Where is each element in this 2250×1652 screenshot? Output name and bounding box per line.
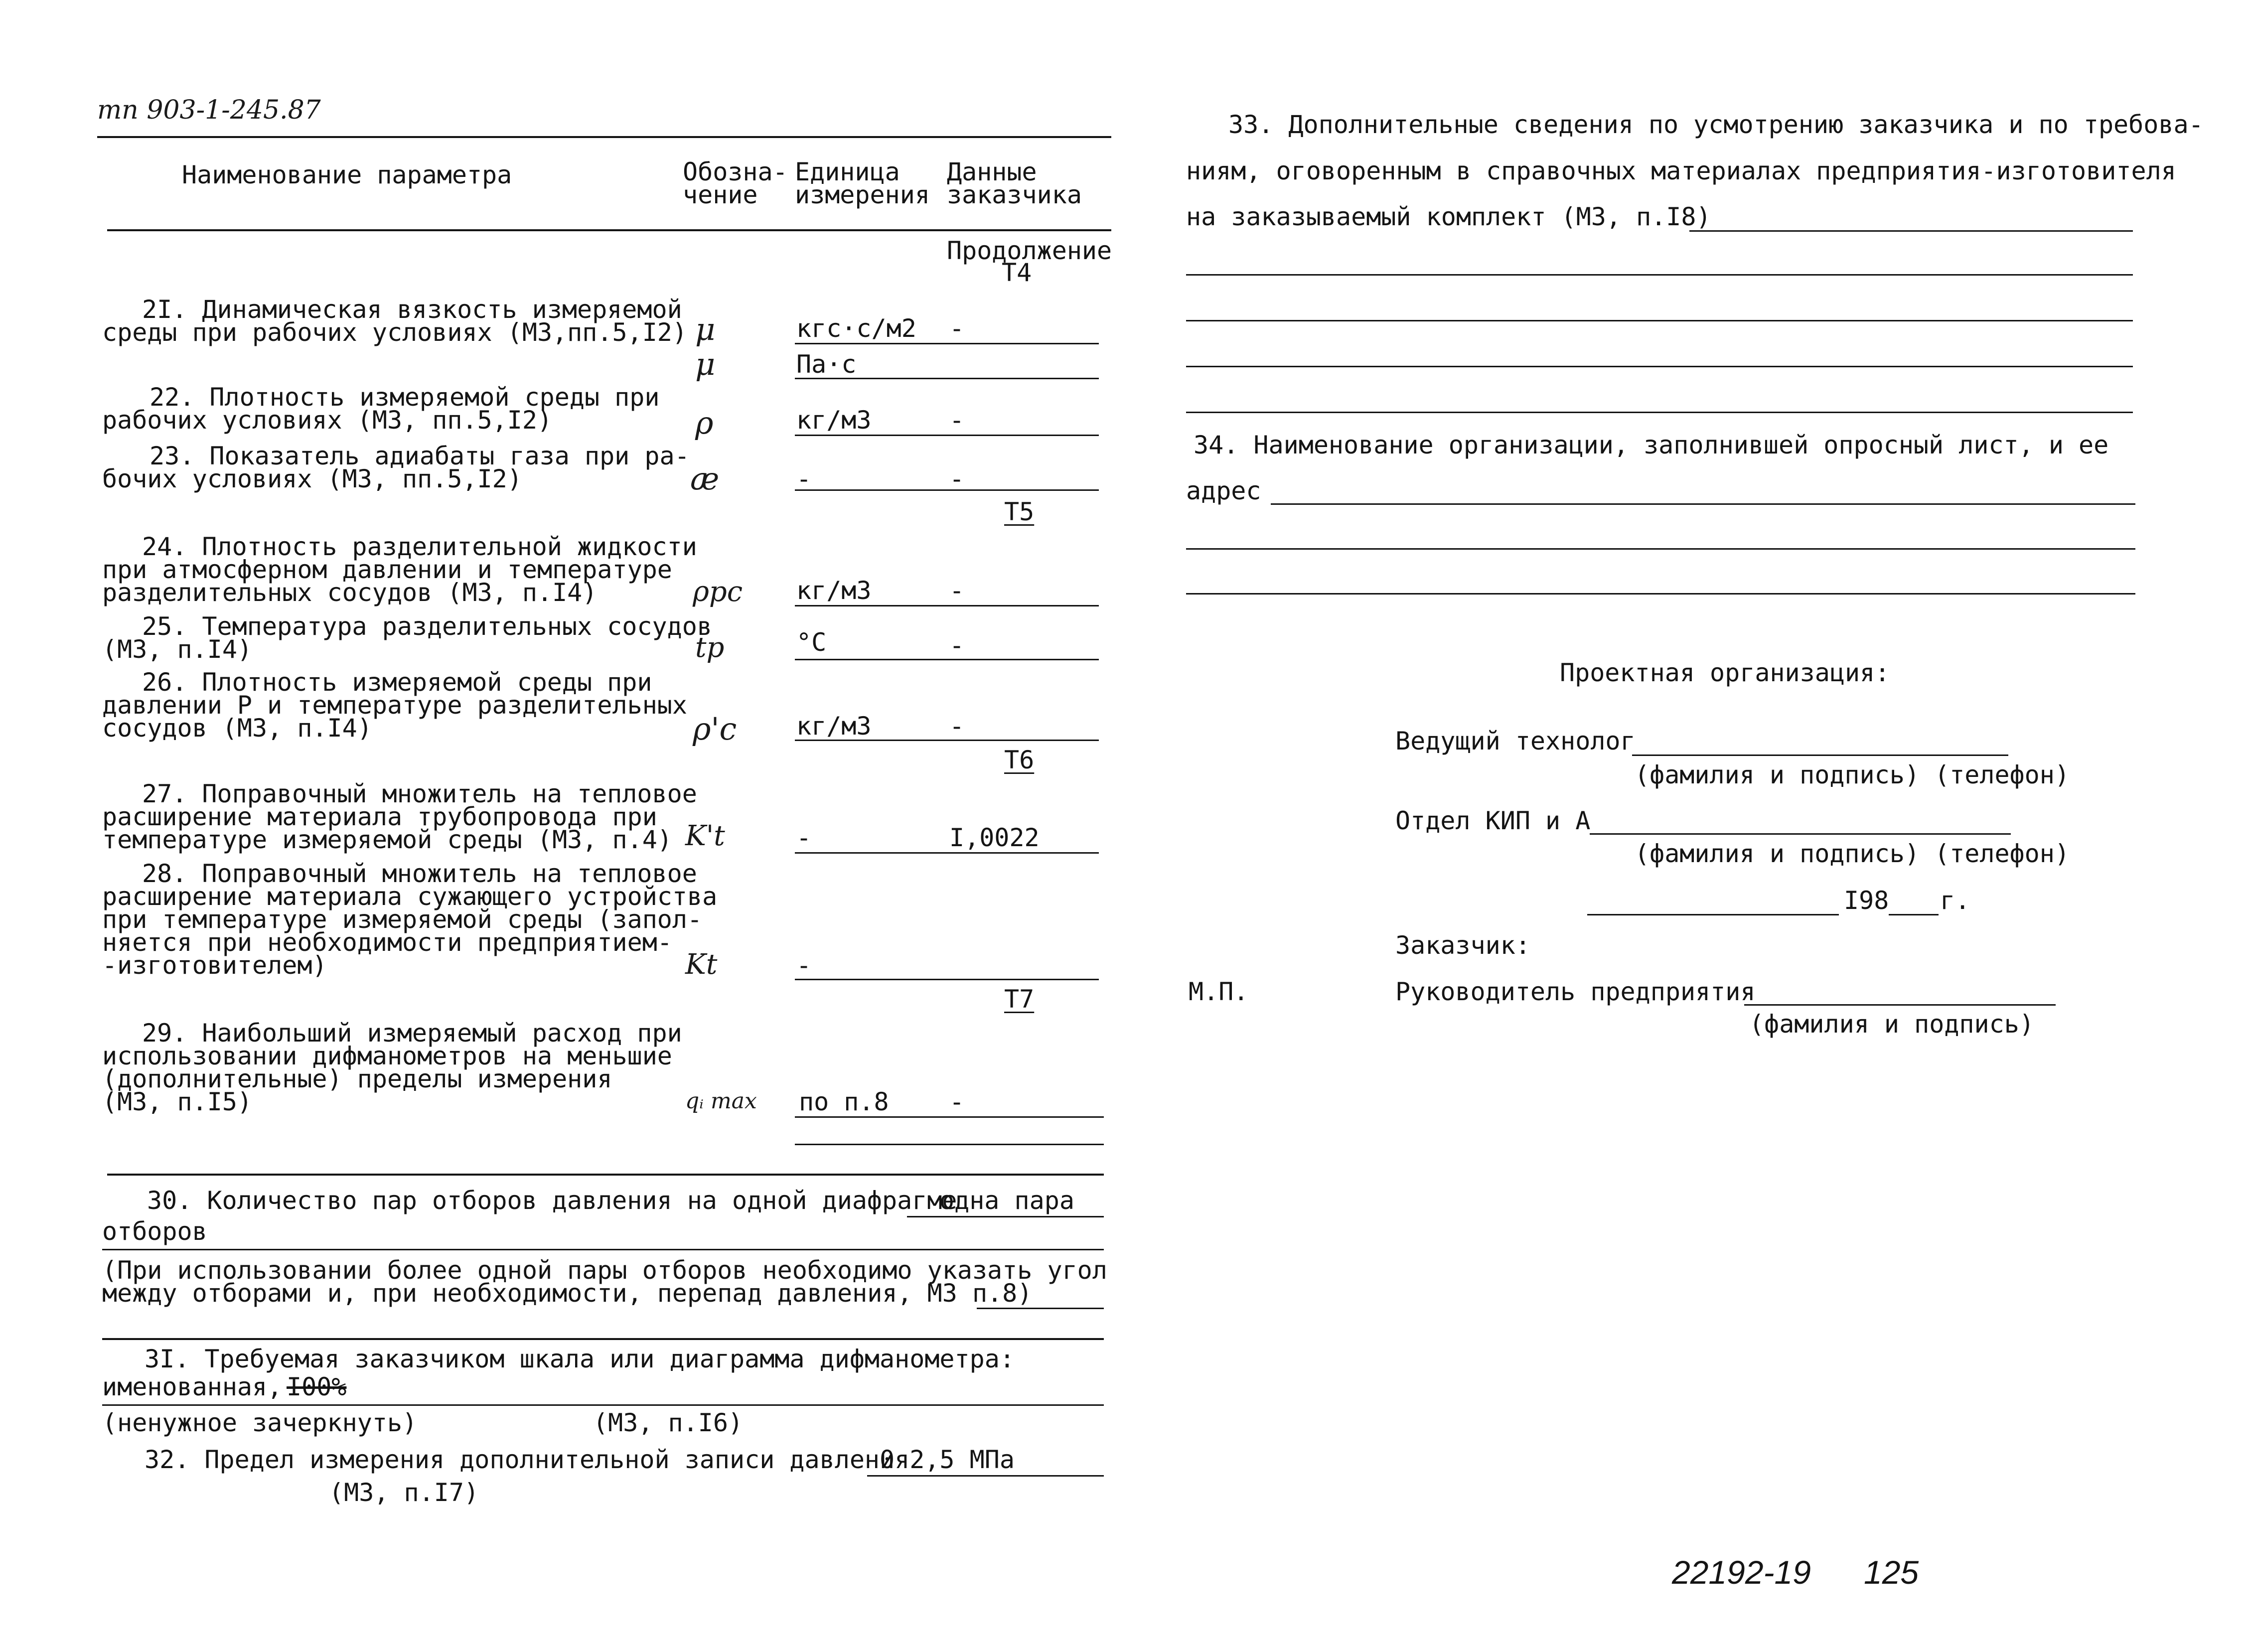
stamp-label: М.П. (1189, 977, 1249, 1006)
symbol-rho-pc: ρpc (693, 576, 743, 608)
item25-value: - (949, 631, 965, 660)
item21-row-line1 (795, 343, 1099, 344)
item26-row-line (795, 740, 1099, 741)
item24-row-line (795, 605, 1099, 606)
item26-line1: 26. Плотность измеряемой среды при (142, 668, 652, 697)
item34-blank-1 (1186, 548, 2135, 550)
item33-line3: на заказываемый комплект (М3, п.I8) (1186, 202, 1711, 231)
item32-line1: 32. Предел измерения дополнительной записи давления (145, 1445, 910, 1474)
item24-line1: 24. Плотность разделительной жидкости (142, 532, 697, 561)
item27-row-line (795, 852, 1099, 854)
col-unit-header-2: измерения (795, 180, 930, 209)
item30-line2: отборов (102, 1217, 207, 1246)
item29-line3: (дополнительные) пределы измерения (102, 1064, 612, 1093)
item29-line1: 29. Наибольший измеряемый расход при (142, 1019, 682, 1048)
col-customer-header-1: Данные (947, 157, 1037, 186)
head-line (1744, 1004, 2056, 1006)
item25-unit: °C (796, 628, 827, 657)
item31-ref: (М3, п.I6) (593, 1408, 744, 1437)
item29-line2: использовании дифманометров на меньшие (102, 1042, 672, 1070)
item28-line2: расширение материала сужающего устройства (102, 882, 718, 911)
item21-unit2: Па·с (796, 350, 857, 379)
item27-line3: температуре измеряемой среды (М3, п.4) (102, 825, 672, 854)
item28-line4: няется при необходимости предприятием- (102, 928, 672, 957)
head-hint: (фамилия и подпись) (1749, 1010, 2034, 1039)
item24-line3: разделительных сосудов (М3, п.I4) (102, 578, 598, 607)
item33-blank-2 (1186, 320, 2133, 321)
item32-ref: (М3, п.I7) (329, 1478, 479, 1507)
item29-line4: (М3, п.I5) (102, 1087, 253, 1116)
mark-t6: Т6 (1004, 746, 1035, 774)
item28-row-line (795, 979, 1099, 980)
item26-line2: давлении Р и температуре разделительных (102, 691, 687, 720)
symbol-mu-2: μ (695, 346, 716, 382)
item30-note-line (977, 1308, 1104, 1309)
kip-dept-line (1590, 833, 2011, 835)
item33-blank-1 (1186, 274, 2133, 276)
mark-t7: Т7 (1004, 985, 1035, 1014)
item28-unit: - (796, 951, 812, 980)
year-blank-line (1889, 914, 1939, 915)
item22-value: - (949, 406, 965, 435)
symbol-mu-1: μ (695, 311, 716, 347)
item21-value: - (949, 314, 965, 343)
item30-line2-rule (102, 1249, 1104, 1250)
item28-line3: при температуре измеряемой среды (запол- (102, 905, 703, 934)
col-symbol-header-2: чение (683, 180, 758, 209)
symbol-kt: Kt (685, 948, 718, 981)
item27-line2: расширение материала трубопровода при (102, 802, 657, 831)
item33-blank-4 (1186, 412, 2133, 413)
item32-answer-line (867, 1475, 1104, 1477)
item26-value: - (949, 712, 965, 741)
item23-line2: бочих условиях (М3, пп.5,I2) (102, 464, 522, 493)
item25-line2: (М3, п.I4) (102, 635, 253, 664)
item33-blank-3 (1186, 366, 2133, 367)
item23-row-line (795, 489, 1099, 491)
item24-unit: кг/м3 (796, 576, 872, 605)
head-label: Руководитель предприятия (1395, 977, 1756, 1006)
item25-row-line (795, 659, 1099, 660)
doc-code: тп 903-1-245.87 (97, 95, 321, 125)
item33-line1: 33. Дополнительные сведения по усмотрению заказчика и по требова- (1228, 110, 2204, 139)
item30-note2: между отборами и, при необходимости, перепад давления, М3 п.8) (102, 1279, 1033, 1308)
item34-address-line (1271, 503, 2135, 505)
item22-line1: 22. Плотность измеряемой среды при (150, 383, 660, 412)
symbol-kappa: æ (690, 460, 720, 497)
item28-line1: 28. Поправочный множитель на тепловое (142, 859, 697, 888)
item31-rule (102, 1404, 1104, 1406)
item31-line1: 3I. Требуемая заказчиком шкала или диаграмма дифманометра: (145, 1345, 1015, 1373)
item21-line1: 2I. Динамическая вязкость измеряемой (142, 295, 682, 324)
item21-row-line2 (795, 378, 1099, 379)
item24-line2: при атмосферном давлении и температуре (102, 555, 672, 584)
symbol-q-max: qᵢ max (685, 1088, 757, 1114)
col-name-header: Наименование параметра (182, 160, 512, 189)
item29-extra-line (795, 1144, 1104, 1145)
top-rule (97, 136, 1111, 138)
item26-unit: кг/м3 (796, 712, 872, 741)
item30-note1: (При использовании более одной пары отборов необходимо указать угол (102, 1256, 1107, 1285)
symbol-rho-c: ρ'c (693, 711, 737, 747)
item27-value: I,0022 (949, 823, 1040, 852)
item22-line2: рабочих условиях (М3, пп.5,I2) (102, 406, 553, 435)
col-customer-header-2: заказчика (947, 180, 1082, 209)
doc-number: 22192-19 (1672, 1554, 1811, 1591)
item27-unit: - (796, 823, 812, 852)
item31-opt2: I00% (287, 1372, 347, 1401)
item30-line1: 30. Количество пар отборов давления на одной диафрагме (147, 1186, 957, 1215)
header-rule (107, 229, 1111, 231)
item34-line2: адрес (1186, 476, 1261, 505)
design-org-label: Проектная организация: (1560, 658, 1890, 687)
item34-blank-2 (1186, 593, 2135, 595)
kip-dept-label: Отдел КИП и А (1395, 806, 1591, 835)
item28-line5: -изготовителем) (102, 951, 327, 980)
item29-value: - (949, 1087, 965, 1116)
item33-line3-rule (1689, 230, 2133, 232)
date-line (1587, 914, 1839, 915)
item21-line2: среды при рабочих условиях (М3,пп.5,I2) (102, 318, 687, 347)
year-suffix: г. (1940, 886, 1970, 915)
page-number: 125 (1864, 1554, 1919, 1591)
item34-line1: 34. Наименование организации, заполнившей опросный лист, и ее (1194, 431, 2109, 459)
item23-line1: 23. Показатель адиабаты газа при ра- (150, 442, 690, 470)
item31-note: (ненужное зачеркнуть) (102, 1408, 418, 1437)
item26-line3: сосудов (М3, п.I4) (102, 714, 372, 743)
item33-line2: ниям, оговоренным в справочных материалах предприятия-изготовителя (1186, 156, 2176, 185)
lead-tech-hint: (фамилия и подпись) (телефон) (1635, 760, 2070, 789)
continuation-table: Т4 (1002, 258, 1032, 287)
symbol-rho: ρ (695, 405, 714, 441)
section-rule-2 (102, 1338, 1104, 1340)
item29-row-line (795, 1116, 1104, 1118)
item23-unit: - (796, 464, 812, 493)
year-prefix: I98 (1844, 886, 1889, 915)
item25-line1: 25. Температура разделительных сосудов (142, 612, 712, 641)
symbol-kt-prime: K't (685, 820, 725, 852)
item32-answer: 0 2,5 МПа (880, 1445, 1015, 1474)
lead-tech-label: Ведущий технолог (1395, 727, 1636, 755)
symbol-tp: tp (695, 631, 725, 664)
continuation-label: Продолжение (947, 236, 1112, 265)
item22-unit: кг/м3 (796, 406, 872, 435)
customer-label: Заказчик: (1395, 931, 1530, 960)
mark-t5: Т5 (1004, 497, 1035, 526)
col-unit-header-1: Единица (795, 157, 900, 186)
item30-answer: одна пара (939, 1186, 1074, 1215)
item21-unit1: кгс·с/м2 (796, 314, 916, 343)
item27-line1: 27. Поправочный множитель на тепловое (142, 779, 697, 808)
item24-value: - (949, 576, 965, 605)
item23-value: - (949, 464, 965, 493)
section-rule-1 (107, 1174, 1104, 1176)
lead-tech-line (1632, 754, 2008, 756)
col-symbol-header-1: Обозна- (683, 157, 788, 186)
kip-dept-hint: (фамилия и подпись) (телефон) (1635, 839, 2070, 868)
item29-unit: по п.8 (799, 1087, 889, 1116)
item30-answer-line (907, 1216, 1104, 1217)
item22-row-line (795, 435, 1099, 436)
item31-opt1: именованная, (102, 1372, 283, 1401)
